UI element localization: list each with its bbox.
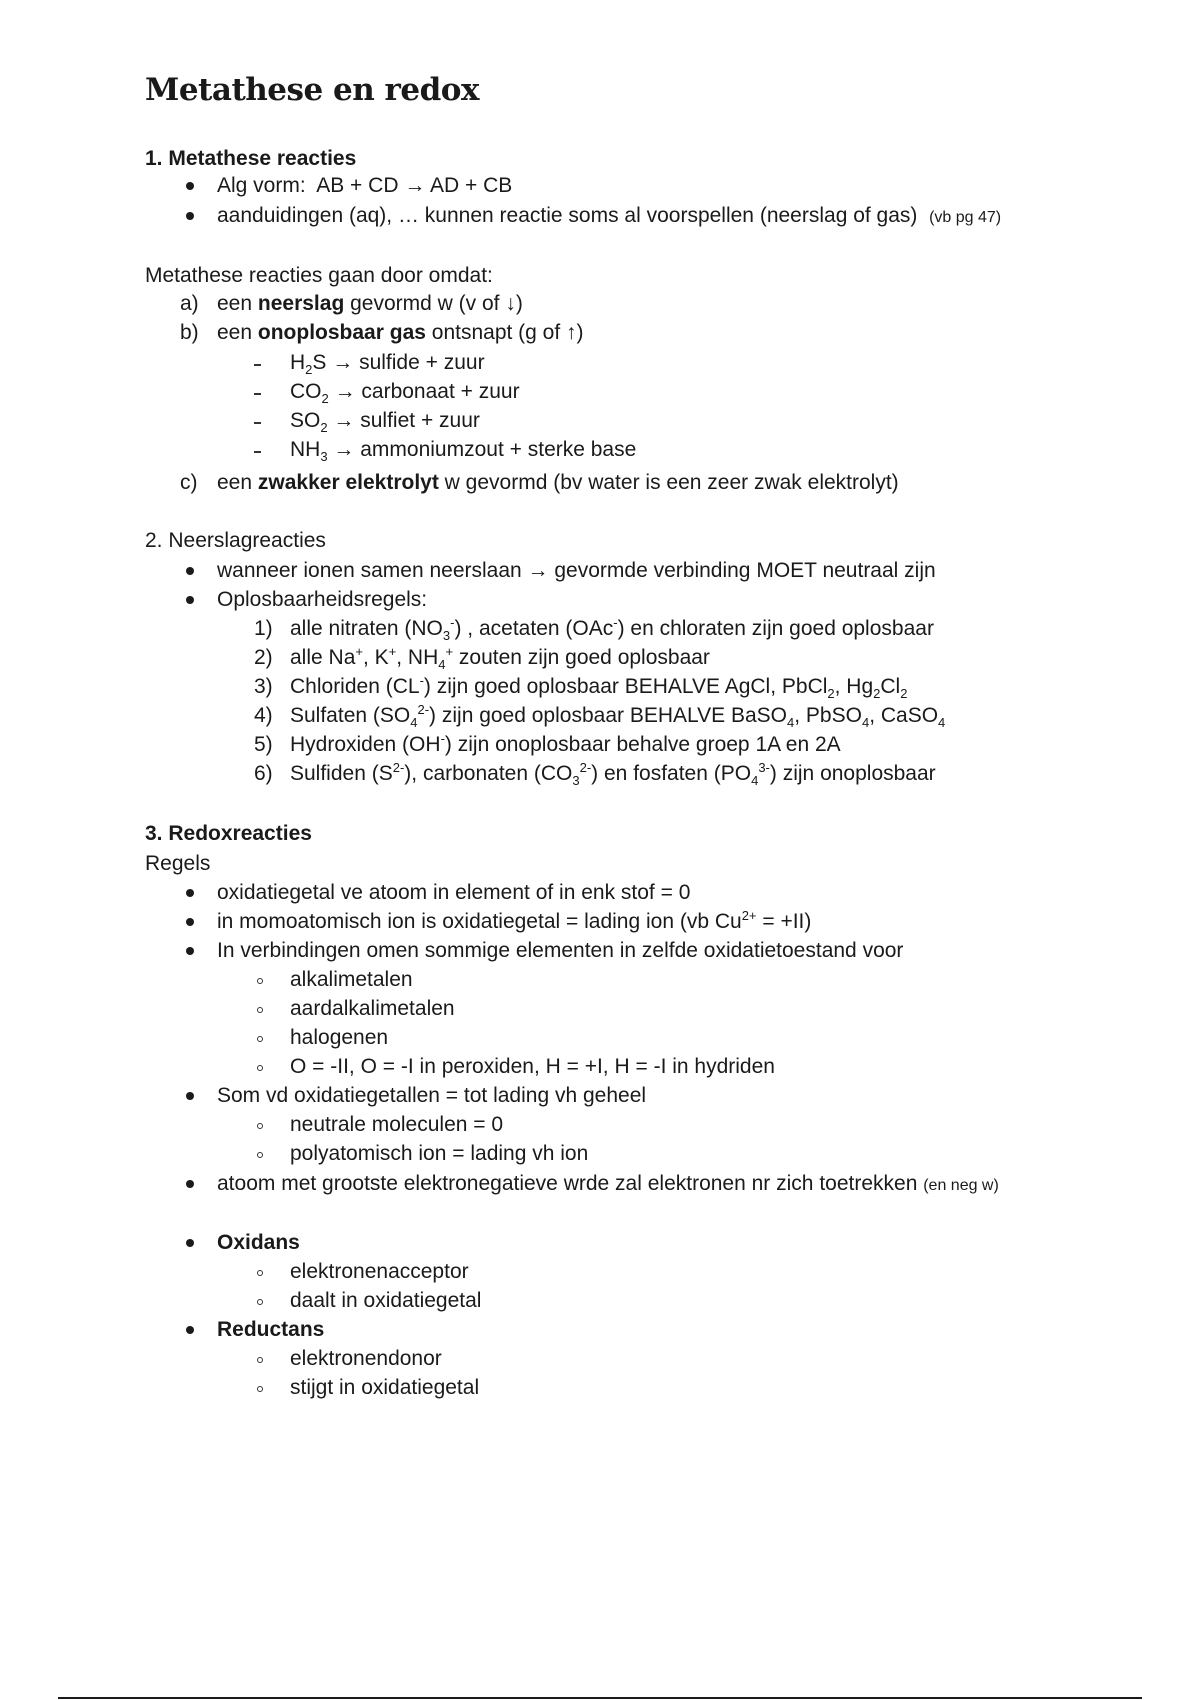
- rule-item: Sulfiden $(S^{2-})$, carbonaten $(CO_3^{2-})$ en fosfaten $(PO_4^{3-})$ zijn onoplosbaar: [290, 760, 936, 789]
- list-item: een neerslag gevormd w (v of ↓): [217, 292, 523, 315]
- list-item: oxidatiegetal ve atoom in element of in enk stof = 0: [217, 881, 691, 904]
- dash-marker: [254, 451, 261, 453]
- list-item: aanduidingen (aq), … kunnen reactie soms al voorspellen (neerslag of gas) (vb pg 47): [217, 204, 1002, 227]
- sub-item: alkalimetalen: [290, 968, 413, 991]
- subheading: Regels: [145, 852, 211, 875]
- list-item: $CO_2$ → carbonaat + zuur: [290, 380, 520, 407]
- circle-marker: [257, 1152, 263, 1158]
- circle-marker: [257, 1386, 263, 1392]
- list-item: In verbindingen omen sommige elementen in zelfde oxidatietoestand voor: [217, 939, 904, 962]
- bullet: [186, 212, 194, 220]
- list-item: Oplosbaarheidsregels:: [217, 588, 428, 611]
- circle-marker: [257, 1357, 263, 1363]
- list-item: $H_2S$ → sulfide + zuur: [290, 351, 485, 378]
- rule-item: alle Na+, K+, $NH_4^+$ zouten zijn goed oplosbaar: [290, 644, 710, 673]
- list-marker: 5): [254, 733, 273, 756]
- list-item: $SO_2$ → sulfiet + zuur: [290, 409, 480, 436]
- list-marker: 6): [254, 762, 273, 785]
- sub-item: polyatomisch ion = lading vh ion: [290, 1142, 589, 1165]
- sub-item: O = -II, O = -I in peroxiden, H = +I, H = -I in hydriden: [290, 1055, 775, 1078]
- sub-item: elektronenacceptor: [290, 1260, 469, 1283]
- rule-item: Sulfaten $(SO_4^{2-})$ zijn goed oplosbaar BEHALVE BaSO$_4$, PbSO$_4$, CaSO$_4$: [290, 702, 946, 731]
- list-item: wanneer ionen samen neerslaan → gevormde verbinding MOET neutraal zijn: [217, 559, 936, 582]
- list-item: Som vd oxidatiegetallen = tot lading vh geheel: [217, 1084, 647, 1107]
- list-marker: 4): [254, 704, 273, 727]
- sub-item: neutrale moleculen = 0: [290, 1113, 504, 1136]
- list-item: $NH_3$ → ammoniumzout + sterke base: [290, 438, 637, 465]
- bullet: [186, 889, 194, 897]
- bullet: [186, 1239, 194, 1247]
- rule-item: alle nitraten $(NO_3^-)$ , acetaten (OAc-) en chloraten zijn goed oplosbaar: [290, 615, 934, 644]
- dash-marker: [254, 364, 261, 366]
- list-item: Oxidans: [217, 1231, 300, 1254]
- sub-item: elektronendonor: [290, 1347, 442, 1370]
- rule-item: Chloriden (CL-) zijn goed oplosbaar BEHALVE AgCl, PbCl$_2$, $Hg_2Cl_2$: [290, 673, 908, 702]
- circle-marker: [257, 1036, 263, 1042]
- circle-marker: [257, 1065, 263, 1071]
- list-marker: 1): [254, 617, 273, 640]
- list-marker: c): [180, 471, 198, 494]
- section-3-heading: 3. Redoxreacties: [145, 822, 312, 845]
- list-item: Alg vorm: AB + CD → AD + CB: [217, 174, 513, 197]
- circle-marker: [257, 1123, 263, 1129]
- list-marker: 3): [254, 675, 273, 698]
- circle-marker: [257, 1270, 263, 1276]
- list-item: een onoplosbaar gas ontsnapt (g of ↑): [217, 321, 584, 344]
- bullet: [186, 596, 194, 604]
- dash-marker: [254, 393, 261, 395]
- bullet: [186, 1180, 194, 1188]
- list-item: in momoatomisch ion is oxidatiegetal = lading ion (vb $Cu^{2+} = +II$): [217, 908, 812, 933]
- sub-item: halogenen: [290, 1026, 389, 1049]
- list-item: atoom met grootste elektronegatieve wrde zal elektronen nr zich toetrekken (en neg w): [217, 1172, 999, 1195]
- bullet: [186, 947, 194, 955]
- circle-marker: [257, 1299, 263, 1305]
- sub-item: daalt in oxidatiegetal: [290, 1289, 482, 1312]
- section-1-heading: 1. Metathese reacties: [145, 147, 357, 170]
- circle-marker: [257, 1007, 263, 1013]
- circle-marker: [257, 978, 263, 984]
- bullet: [186, 918, 194, 926]
- intro-text: Metathese reacties gaan door omdat:: [145, 264, 493, 287]
- list-marker: a): [180, 292, 199, 315]
- rule-item: Hydroxiden (OH-) zijn onoplosbaar behalve groep 1A en 2A: [290, 731, 841, 756]
- list-item: een zwakker elektrolyt w gevormd (bv water is een zeer zwak elektrolyt): [217, 471, 899, 494]
- sub-item: aardalkalimetalen: [290, 997, 455, 1020]
- section-2-heading: 2. Neerslagreacties: [145, 529, 326, 552]
- sub-item: stijgt in oxidatiegetal: [290, 1376, 480, 1399]
- bullet: [186, 1326, 194, 1334]
- bullet: [186, 1092, 194, 1100]
- list-marker: b): [180, 321, 199, 344]
- bottom-rule: [58, 1697, 1142, 1699]
- dash-marker: [254, 422, 261, 424]
- list-marker: 2): [254, 646, 273, 669]
- bullet: [186, 567, 194, 575]
- page-title: Metathese en redox: [145, 72, 479, 108]
- bullet: [186, 182, 194, 190]
- list-item: Reductans: [217, 1318, 325, 1341]
